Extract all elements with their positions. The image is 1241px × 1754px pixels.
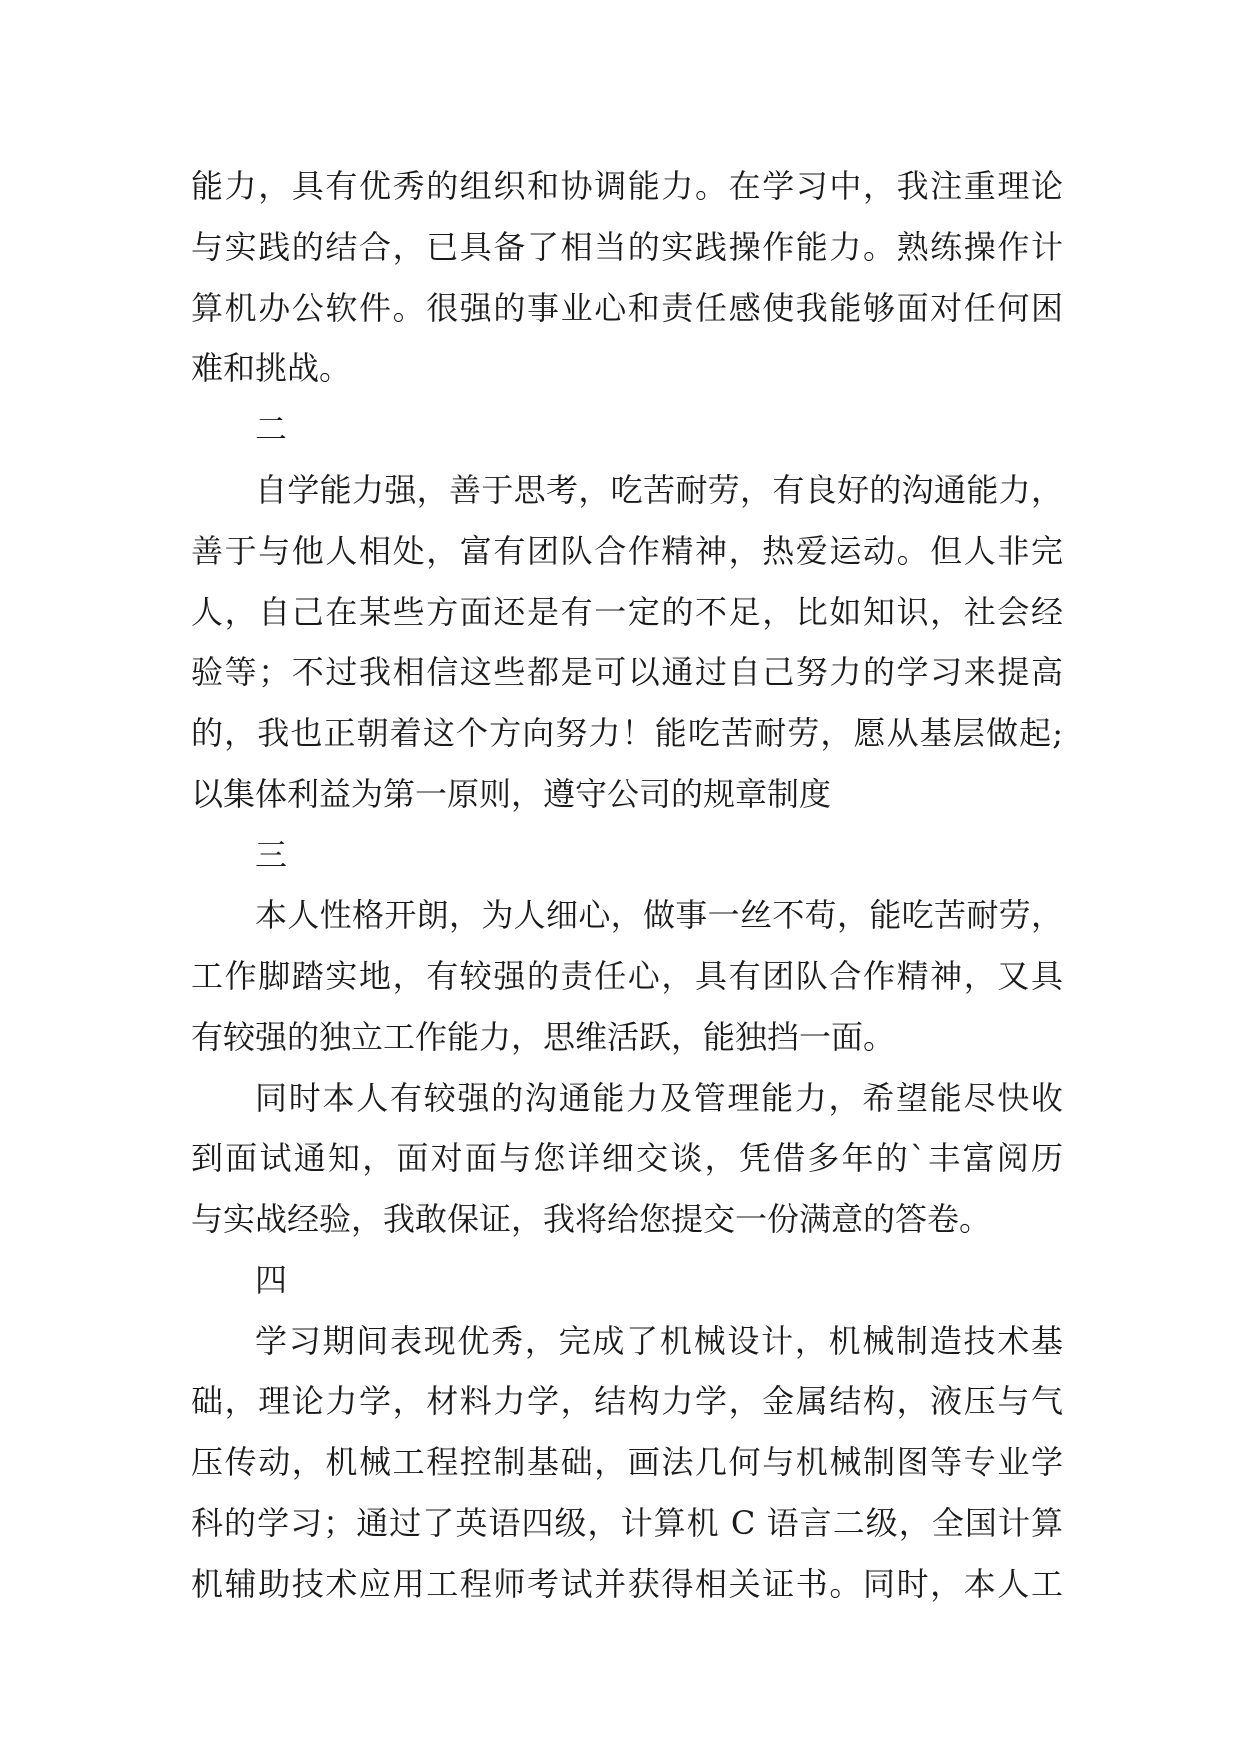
section1-line-1: 能力，具有优秀的组织和协调能力。在学习中，我注重理论	[191, 167, 1063, 205]
section3-heading: 三	[255, 836, 288, 874]
section4-line-3: 压传动，机械工程控制基础，画法几何与机械制图等专业学	[191, 1443, 1063, 1481]
section2-line-3: 人，自己在某些方面还是有一定的不足，比如知识，社会经	[191, 593, 1063, 631]
section3-p1-line-1: 本人性格开朗，为人细心，做事一丝不苟，能吃苦耐劳，	[255, 896, 1063, 934]
section2-line-5: 的，我也正朝着这个方向努力！能吃苦耐劳，愿从基层做起;	[191, 714, 1063, 752]
section1-line-2: 与实践的结合，已具备了相当的实践操作能力。熟练操作计	[191, 228, 1063, 266]
section3-p1-line-2: 工作脚踏实地，有较强的责任心，具有团队合作精神，又具	[191, 957, 1063, 995]
section4-line-1: 学习期间表现优秀，完成了机械设计，机械制造技术基	[255, 1322, 1063, 1360]
section3-p2-line-3: 与实战经验，我敢保证，我将给您提交一份满意的答卷。	[191, 1200, 992, 1238]
section2-heading: 二	[255, 410, 288, 448]
section3-p1-line-3: 有较强的独立工作能力，思维活跃，能独挡一面。	[191, 1018, 896, 1056]
section4-line-4: 科的学习；通过了英语四级，计算机 C 语言二级，全国计算	[191, 1504, 1063, 1542]
section2-line-1: 自学能力强，善于思考，吃苦耐劳，有良好的沟通能力，	[255, 471, 1063, 509]
section4-line-2: 础，理论力学，材料力学，结构力学，金属结构，液压与气	[191, 1382, 1063, 1420]
section2-line-4: 验等；不过我相信这些都是可以通过自己努力的学习来提高	[191, 653, 1063, 691]
section1-line-4: 难和挑战。	[191, 349, 352, 387]
section4-line-5: 机辅助技术应用工程师考试并获得相关证书。同时，本人工	[191, 1565, 1063, 1603]
section3-p2-line-1: 同时本人有较强的沟通能力及管理能力，希望能尽快收	[255, 1079, 1063, 1117]
section4-heading: 四	[255, 1261, 288, 1299]
section2-line-2: 善于与他人相处，富有团队合作精神，热爱运动。但人非完	[191, 532, 1063, 570]
section1-line-3: 算机办公软件。很强的事业心和责任感使我能够面对任何困	[191, 289, 1063, 327]
section2-line-6: 以集体利益为第一原则，遵守公司的规章制度	[191, 775, 832, 813]
section3-p2-line-2: 到面试通知，面对面与您详细交谈，凭借多年的`丰富阅历	[191, 1139, 1063, 1177]
